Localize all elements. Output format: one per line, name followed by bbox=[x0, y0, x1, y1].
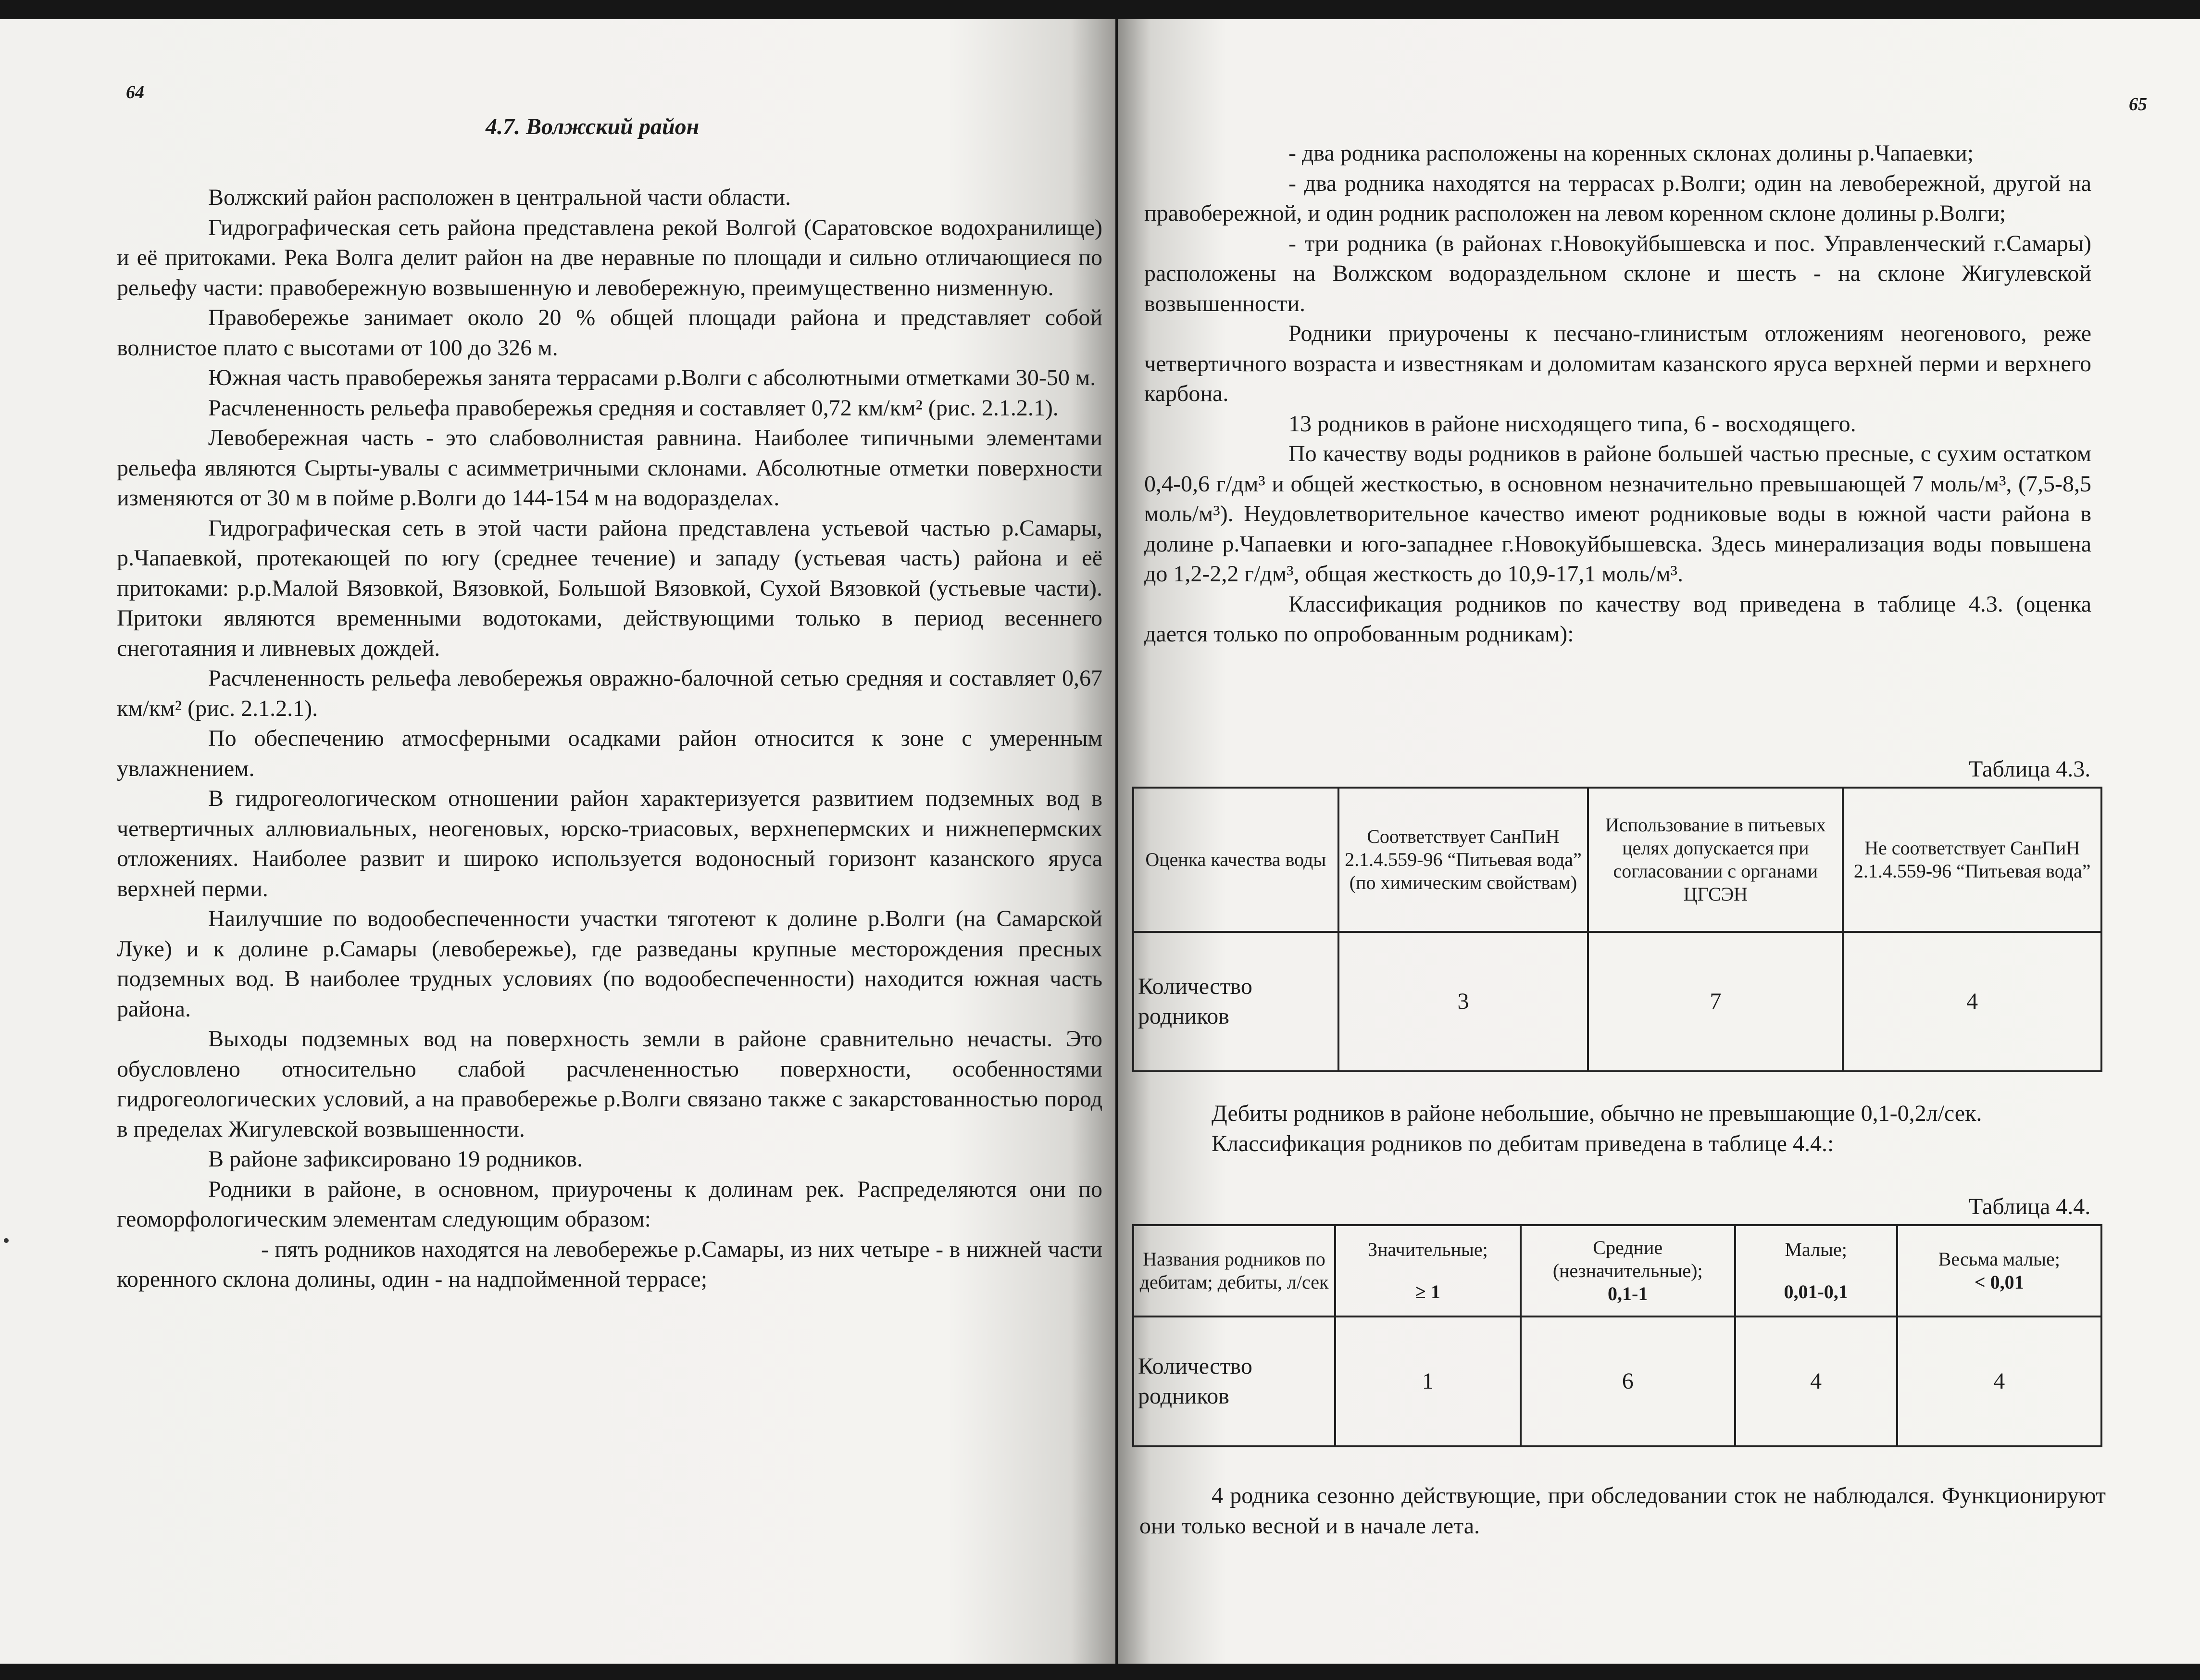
paragraph: - два родника находятся на террасах р.Волги; один на левобережной, другой на правобережной, и один родник расположен на левом коренном склоне долины р.Волги; bbox=[1144, 170, 2091, 226]
table-row-label: Количество родников bbox=[1133, 1316, 1335, 1446]
table-header-cell: Не соответствует СанПиН 2.1.4.559-96 “Питьевая вода” bbox=[1843, 788, 2101, 932]
paragraph: Расчлененность рельефа левобережья овражно-балочной сетью средняя и составляет 0,67 км/км² (рис. 2.1.2.1). bbox=[117, 665, 1102, 721]
table-spring-quality bbox=[1132, 787, 2102, 1072]
table-header-cell: Использование в питьевых целях допускается при согласовании с органами ЦГСЭН bbox=[1588, 788, 1843, 932]
paragraph: Выходы подземных вод на поверхность земли в районе сравнительно нечасты. Это обусловлено относительно слабой расчлененностью поверхности, особенностями гидрогеологических условий, а на правобережье р.Волги связано также с закарстованностью пород в пределах Жигулевской возвышенности. bbox=[117, 1026, 1102, 1142]
paragraph: Волжский район расположен в центральной части области. bbox=[208, 185, 791, 210]
page-number-right: 65 bbox=[2129, 94, 2147, 114]
table-spring-debit bbox=[1132, 1224, 2102, 1447]
table-cell: 6 bbox=[1521, 1316, 1735, 1446]
paragraph: Классификация родников по качеству вод приведена в таблице 4.3. (оценка дается только по опробованным родникам): bbox=[1144, 591, 2091, 647]
table-cell: 1 bbox=[1335, 1316, 1521, 1446]
paragraph: 13 родников в районе нисходящего типа, 6 - восходящего. bbox=[1288, 411, 1856, 437]
table-header-cell bbox=[1133, 1225, 1335, 1316]
table-row bbox=[1133, 932, 2101, 1071]
table-header-cell: Соответствует СанПиН 2.1.4.559-96 “Питьевая вода” (по химическим свойствам) bbox=[1338, 788, 1588, 932]
table-row bbox=[1133, 1316, 2101, 1446]
paragraph: - пять родников находятся на левобережье р.Самары, из них четыре - в нижней части коренного склона долины, один - на надпойменной террасе; bbox=[117, 1236, 1102, 1292]
paragraph: По обеспечению атмосферными осадками район относится к зоне с умеренным увлажнением. bbox=[117, 726, 1102, 781]
paragraph: По качеству воды родников в районе большей частью пресные, с сухим остатком 0,4-0,6 г/дм³ и общей жесткостью, в основном незначительно превышающей 7 моль/м³, (7,5-8,5 моль/м³). Неудовлетворительное качество имеют родниковые воды в южной части района в долине р.Чапаевки и юго-западнее г.Новокуйбышевска. Здесь минерализация воды повышена до 1,2-2,2 г/дм³, общая жесткость до 10,9-17,1 моль/м³. bbox=[1144, 441, 2091, 587]
table-header-cell bbox=[1335, 1225, 1521, 1316]
table-header-row bbox=[1133, 788, 2101, 932]
right-body-text bbox=[1144, 138, 2091, 650]
paragraph: Южная часть правобережья занята террасами р.Волги с абсолютными отметками 30-50 м. bbox=[208, 365, 1096, 390]
header-line2: < 0,01 bbox=[1974, 1271, 2024, 1293]
paragraph: Левобережная часть - это слабоволнистая равнина. Наиболее типичными элементами рельефа являются Сырты-увалы с асимметричными склонами. Абсолютные отметки поверхности изменяются от 30 м в пойме р.Волги до 144-154 м на водоразделах. bbox=[117, 425, 1102, 511]
paragraph: В гидрогеологическом отношении район характеризуется развитием подземных вод в четвертичных аллювиальных, неогеновых, юрско-триасовых, верхнепермских и нижнепермских отложениях. Наиболее развит и широко используется водоносный горизонт казанского яруса верхней перми. bbox=[117, 786, 1102, 902]
header-line1: Весьма малые; bbox=[1938, 1248, 2060, 1270]
paragraph bbox=[1144, 1099, 2103, 1159]
header-line1: Значительные; bbox=[1368, 1239, 1488, 1260]
paragraph: Расчлененность рельефа правобережья средняя и составляет 0,72 км/км² (рис. 2.1.2.1). bbox=[208, 395, 1059, 421]
scan-speck bbox=[4, 1238, 9, 1243]
table-44-caption: Таблица 4.4. bbox=[1969, 1194, 2091, 1219]
table-43-caption: Таблица 4.3. bbox=[1969, 756, 2091, 782]
header-line2: 0,1-1 bbox=[1608, 1283, 1648, 1304]
table-header-cell bbox=[1521, 1225, 1735, 1316]
paragraph: В районе зафиксировано 19 родников. bbox=[208, 1146, 583, 1172]
table-cell: 4 bbox=[1843, 932, 2101, 1071]
table-header-row bbox=[1133, 1225, 2101, 1316]
table-cell: 7 bbox=[1588, 932, 1843, 1071]
paragraph: Гидрографическая сеть в этой части района представлена устьевой частью р.Самары, р.Чапаевкой, протекающей по югу (среднее течение) и западу (устьевая часть) района и её притоками: р.р.Малой Вязовкой, Вязовкой, Большой Вязовкой, Сухой Вязовкой (устьевые части). Притоки являются временными водотоками, действующими только в период весеннего снеготаяния и ливневых дождей. bbox=[117, 515, 1102, 661]
section-heading: 4.7. Волжский район bbox=[486, 114, 700, 139]
paragraph: Правобережье занимает около 20 % общей площади района и представляет собой волнистое плато с высотами от 100 до 326 м. bbox=[117, 305, 1102, 361]
header-line1: Названия родников по дебитам; дебиты, л/сек bbox=[1139, 1248, 1329, 1293]
header-line2: 0,01-0,1 bbox=[1784, 1281, 1848, 1303]
left-page bbox=[0, 19, 1115, 1664]
paragraph: - три родника (в районах г.Новокуйбышевска и пос. Управленческий г.Самары) расположены на Волжском водораздельном склоне и шесть - на склоне Жигулевской возвышенности. bbox=[1144, 230, 2091, 316]
table-cell: 3 bbox=[1338, 932, 1588, 1071]
header-line1: Малые; bbox=[1785, 1239, 1847, 1260]
page-number-left: 64 bbox=[126, 82, 144, 102]
paragraph: Родники приурочены к песчано-глинистым отложениям неогенового, реже четвертичного возраста и известнякам и доломитам казанского яруса верхней перми и верхнего карбона. bbox=[1144, 321, 2091, 406]
paragraph-debit: Дебиты родников в районе небольшие, обычно не превышающие 0,1-0,2л/сек. bbox=[1212, 1101, 1982, 1126]
table-header-cell bbox=[1735, 1225, 1897, 1316]
paragraph-final: 4 родника сезонно действующие, при обследовании сток не наблюдался. Функционируют они только весной и в начале лета. bbox=[1139, 1483, 2106, 1539]
table-cell: 4 bbox=[1735, 1316, 1897, 1446]
paragraph: Родники в районе, в основном, приурочены к долинам рек. Распределяются они по геоморфологическим элементам следующим образом: bbox=[117, 1176, 1102, 1232]
header-line1: Средние (незначительные); bbox=[1552, 1237, 1703, 1281]
paragraph: - два родника расположены на коренных склонах долины р.Чапаевки; bbox=[1288, 140, 1974, 166]
left-body-text bbox=[117, 183, 1102, 1295]
paragraph: Наилучшие по водообеспеченности участки тяготеют к долине р.Волги (на Самарской Луке) и к долине р.Самары (левобережье), где разведаны крупные месторождения пресных подземных вод. В наиболее трудных условиях (по водообеспеченности) находится южная часть района. bbox=[117, 906, 1102, 1022]
header-line2: ≥ 1 bbox=[1415, 1281, 1440, 1303]
table-cell: 4 bbox=[1897, 1316, 2101, 1446]
table-row-label: Количество родников bbox=[1133, 932, 1338, 1071]
paragraph: Гидрографическая сеть района представлена рекой Волгой (Саратовское водохранилище) и её притоками. Река Волга делит район на две неравные по площади и сильно отличающиеся по рельефу части: правобережную возвышенную и левобережную, преимущественно низменную. bbox=[117, 214, 1102, 301]
table-header-cell bbox=[1897, 1225, 2101, 1316]
paragraph-class44: Классификация родников по дебитам приведена в таблице 4.4.: bbox=[1212, 1130, 1834, 1156]
table-header-cell: Оценка качества воды bbox=[1133, 788, 1338, 932]
